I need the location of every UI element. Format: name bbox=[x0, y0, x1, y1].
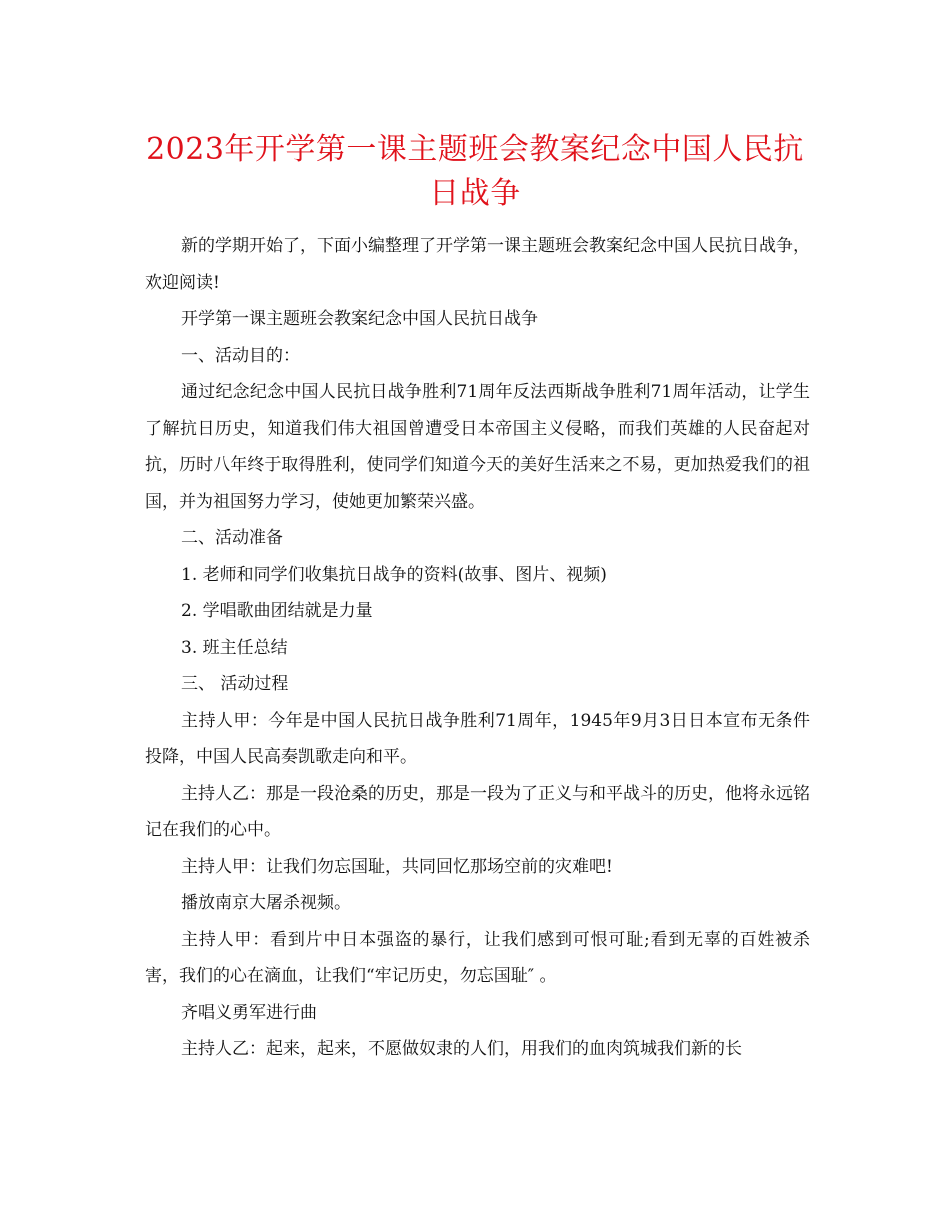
list-item-preparation-3: 3. 班主任总结 bbox=[181, 637, 288, 658]
section-heading-purpose: 一、活动目的： bbox=[181, 345, 300, 366]
paragraph-host-a-1: 主持人甲：今年是中国人民抗日战争胜利71周年，1945年9月3日日本宣布无条件投降，中国人民高奏凯歌走向和平。 bbox=[145, 710, 810, 767]
list-item-preparation-1: 1. 老师和同学们收集抗日战争的资料(故事、图片、视频) bbox=[181, 564, 607, 585]
paragraph-video: 播放南京大屠杀视频。 bbox=[181, 893, 351, 913]
document-body bbox=[145, 228, 810, 1068]
paragraph-host-a-2: 主持人甲：让我们勿忘国耻，共同回忆那场空前的灾难吧! bbox=[181, 856, 613, 877]
paragraph-song: 齐唱义勇军进行曲 bbox=[181, 1002, 317, 1023]
list-item-preparation-2: 2. 学唱歌曲团结就是力量 bbox=[181, 601, 373, 621]
document-title: 2023年开学第一课主题班会教案纪念中国人民抗日战争 bbox=[146, 132, 804, 211]
section-heading-process: 三、 活动过程 bbox=[181, 674, 289, 694]
paragraph-host-b-2: 主持人乙：起来，起来，不愿做奴隶的人们，用我们的血肉筑城我们新的长 bbox=[181, 1039, 742, 1059]
section-heading-preparation: 二、活动准备 bbox=[181, 528, 283, 548]
paragraph-subtitle: 开学第一课主题班会教案纪念中国人民抗日战争 bbox=[181, 309, 538, 329]
paragraph-host-a-3: 主持人甲：看到片中日本强盗的暴行，让我们感到可恨可耻;看到无辜的百姓被杀害，我们的心在滴血，让我们“牢记历史，勿忘国耻″ 。 bbox=[145, 929, 810, 986]
paragraph-intro: 新的学期开始了，下面小编整理了开学第一课主题班会教案纪念中国人民抗日战争，欢迎阅读! bbox=[145, 236, 810, 293]
paragraph-host-b-1: 主持人乙：那是一段沧桑的历史，那是一段为了正义与和平战斗的历史，他将永远铭记在我们的心中。 bbox=[145, 783, 810, 840]
paragraph-purpose: 通过纪念纪念中国人民抗日战争胜利71周年反法西斯战争胜利71周年活动，让学生了解抗日历史，知道我们伟大祖国曾遭受日本帝国主义侵略，而我们英雄的人民奋起对抗，历时八年终于取得胜利，使同学们知道今天的美好生活来之不易，更加热爱我们的祖国，并为祖国努力学习，使她更加繁荣兴盛。 bbox=[145, 382, 810, 512]
